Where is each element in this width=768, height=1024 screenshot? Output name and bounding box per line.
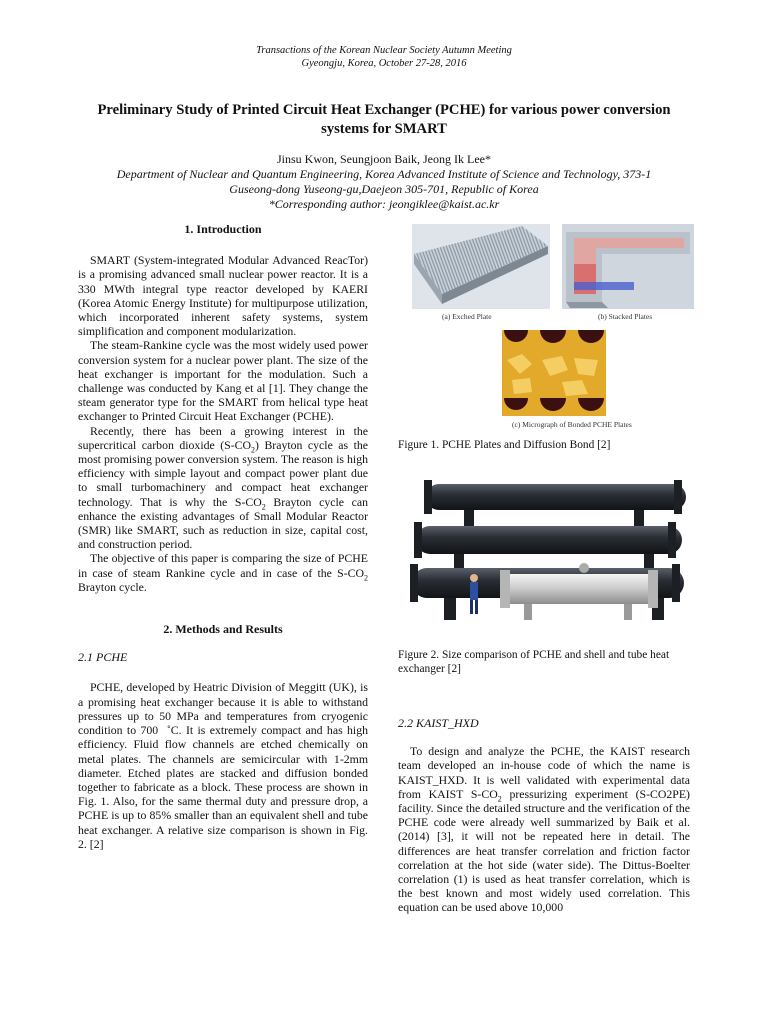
etched-plate-image	[412, 224, 550, 309]
figure-1-caption: Figure 1. PCHE Plates and Diffusion Bond [2]	[398, 439, 611, 451]
intro-paragraph-2: The steam-Rankine cycle was the most widely used power conversion system for a nuclear power plant. The size of the heat exchanger is important for the modulation. Such a challenge was conducted by Kang et al [1]. They change the steam generator type for the SMART from helical type heat exchanger to Printed Circuit Heat Exchanger (PCHE).	[78, 338, 368, 424]
author-block	[70, 152, 698, 212]
affiliation-line-2: Guseong-dong Yuseong-gu,Daejeon 305-701, Republic of Korea	[229, 182, 539, 196]
figure-2-caption: Figure 2. Size comparison of PCHE and shell and tube heat exchanger [2]	[398, 649, 670, 675]
corresponding-author: *Corresponding author: jeongiklee@kaist.ac.kr	[268, 197, 500, 211]
kaist-hxd-paragraph: To design and analyze the PCHE, the KAIST research team developed an in-house code of which the name is KAIST_HXD. It is well validated with experimental data from KAIST $S-CO_2$ pressurizing experiment (S-CO2PE) facility. Since the detailed structure and the verification of the PCHE code were already well summarized by Baik et al. (2014) [3], it will not be repeated here in detail. The differences are heat transfer correlation and friction factor correlation at the hot side (water side). The Dittus-Boelter correlation (1) is used as heat transfer correlation, which is the best known and most widely used correlation. This equation can be used above 10,000	[398, 744, 690, 915]
figure-1b-label: (b) Stacked Plates	[598, 312, 653, 321]
intro-heading: 1. Introduction	[184, 222, 262, 236]
pche-subheading: 2.1 PCHE	[78, 650, 128, 665]
micrograph-image	[502, 330, 606, 416]
author-names: Jinsu Kwon, Seungjoon Baik, Jeong Ik Lee*	[277, 152, 491, 166]
stacked-plates-image	[562, 224, 694, 309]
pche-paragraph: PCHE, developed by Heatric Division of Meggitt (UK), is a promising heat exchanger because it is able to withstand pressures up to 50 MPa and temperatures from cryogenic condition to 700 ˚C. It is extremely compact and has high efficiency. Fluid flow channels are etched chemically on metal plates. The channels are semicircular with 1-2mm diameter. Etched plates are stacked and diffusion bonded together to fabricate as a block. These process are shown in Fig. 1. Also, for the same thermal duty and pressure drop, a PCHE is up to 85% smaller than an equivalent shell and tube heat exchanger. A relative size comparison is shown in Fig. 2. [2]	[78, 680, 368, 851]
intro-paragraph-1: SMART (System-integrated Modular Advanced ReacTor) is a promising advanced small nuclear power reactor. It is a 330 MWth integral type reactor developed by KAERI (Korea Atomic Energy Institute) for multipurpose utilization, which incorporated inherent safety systems, system simplification and component modularization.	[78, 253, 368, 339]
figure-1	[412, 224, 694, 436]
affiliation-line-1: Department of Nuclear and Quantum Engineering, Korea Advanced Institute of Science and Technology, 373-1	[116, 167, 652, 181]
paper-title	[70, 101, 698, 139]
left-column	[78, 222, 368, 851]
kaist-hxd-subheading: 2.2 KAIST_HXD	[398, 716, 479, 730]
conference-name: Transactions of the Korean Nuclear Society Autumn Meeting	[256, 45, 512, 56]
conference-location: Gyeongju, Korea, October 27-28, 2016	[301, 58, 467, 69]
title-line-2: systems for SMART	[321, 121, 447, 137]
right-column	[398, 716, 690, 915]
figure-1c-label: (c) Micrograph of Bonded PCHE Plates	[512, 420, 632, 429]
figure-1a-label: (a) Exched Plate	[442, 312, 492, 321]
intro-paragraph-4: The objective of this paper is comparing the size of PCHE in case of steam Rankine cycle and in case of the $S-CO_2$ Brayton cycle.	[78, 551, 368, 594]
conference-header	[0, 44, 768, 70]
intro-paragraph-3: Recently, there has been a growing interest in the supercritical carbon dioxide $(S-CO_2)$ Brayton cycle as the most promising power conversion system. The reason is high efficiency with simple layout and compact power plant due to small turbomachinery and compact heat exchanger technology. That is why the $S-CO_2$ Brayton cycle can enhance the existing advantages of Small Modular Reactor (SMR) like SMART, such as reduction in size, capital cost, and construction period.	[78, 423, 369, 552]
methods-heading: 2. Methods and Results	[163, 622, 283, 637]
title-line-1: Preliminary Study of Printed Circuit Heat Exchanger (PCHE) for various power conversion	[97, 102, 671, 118]
size-comparison-image	[404, 470, 694, 632]
